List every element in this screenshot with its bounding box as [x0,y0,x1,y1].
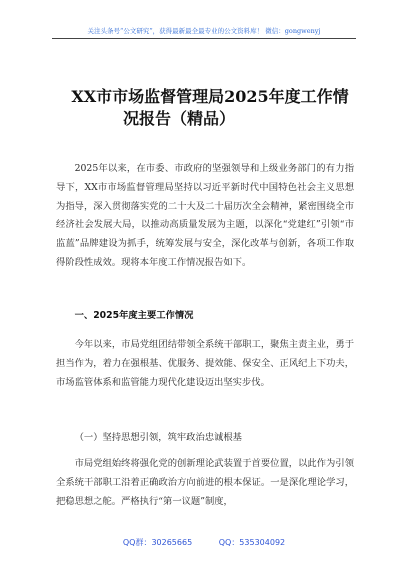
subsection-1-heading: （一）坚持思想引领，筑牢政治忠诚根基 [74,432,242,443]
section-1-heading: 一、2025年度主要工作情况 [74,310,194,321]
header-note: 关注头条号“公文研究”，获得最新最全最专业的公文资料库！ 微信：gongwenyj [87,27,321,35]
title-line-2: 况报告（精品） [123,109,236,128]
intro-paragraph: 2025年以来，在市委、市政府的坚强领导和上级业务部门的有力指导下，XX市市场监督管理局坚持以习近平新时代中国特色社会主义思想为指导，深入贯彻落实党的二十大及二十届历次全会精神，紧密围绕全市经济社会发展大局，以推动高质量发展为主题，以深化“党建红”引领“市监蓝”品牌建设为抓手，统筹发展与安全，深化改革与创新，各项工作取得阶段性成效。现将本年度工作情况报告如下。 [56,163,354,268]
title-line-1: XX市市场监督管理局2025年度工作情 [71,87,349,106]
document-title [60,86,360,130]
subsection-1-paragraph: 市局党组始终将强化党的创新理论武装置于首要位置，以此作为引领全系统干部职工沿着正确政治方向前进的根本保证。一是深化理论学习，把稳思想之舵。严格执行“第一议题”制度， [56,458,354,507]
header-divider [52,38,356,39]
footer-contact [0,537,408,548]
footer-qq: QQ：535304092 [218,538,286,547]
footer-qq-group: QQ群：30265665 [122,538,193,547]
section-1-paragraph: 今年以来，市局党组团结带领全系统干部职工，聚焦主责主业，勇于担当作为，着力在强根基、优服务、提效能、保安全、正风纪上下功夫，市场监管体系和监管能力现代化建设迈出坚实步伐。 [56,339,354,388]
